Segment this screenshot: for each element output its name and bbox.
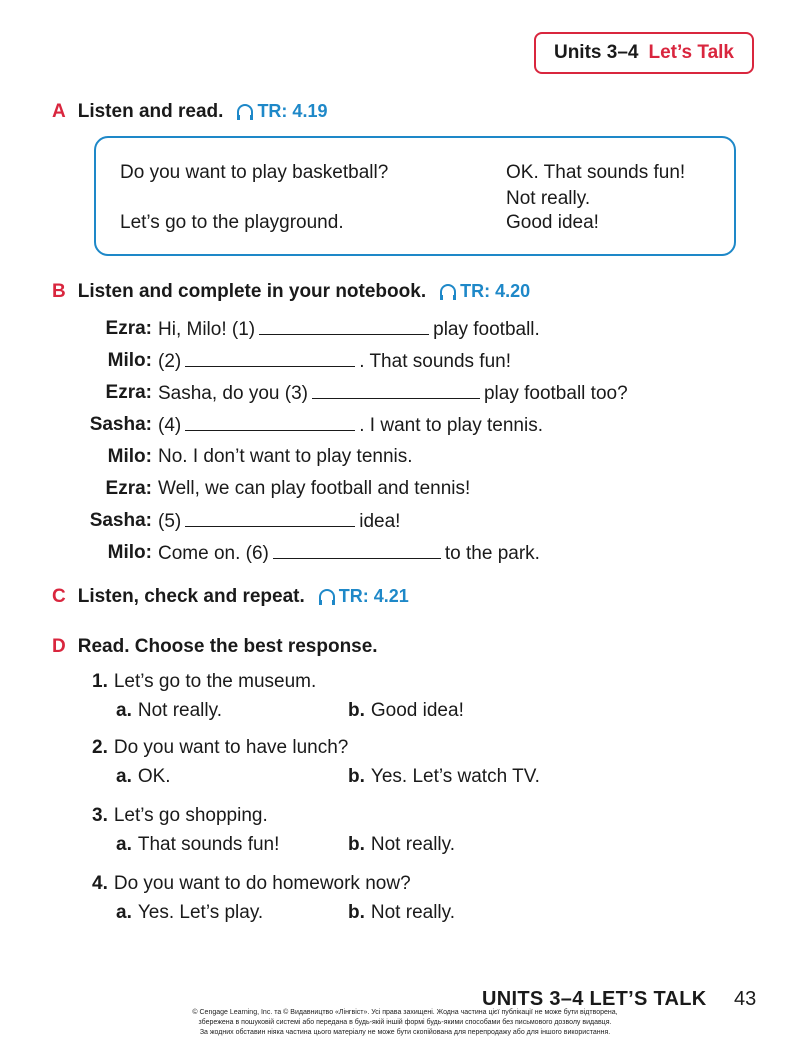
phrase-r2: Not really. [506,188,591,209]
dialogue-line [0,446,800,474]
question-text: Do you want to have lunch? [113,737,349,758]
line-text: play football too? [483,383,628,404]
section-c-heading [52,586,409,608]
question-number: 3. [92,805,108,826]
option-label: a. [116,766,132,787]
page-number: 43 [734,988,757,1010]
line-text: (2) [158,351,182,372]
headphones-icon [440,284,456,296]
section-d-heading [52,636,378,658]
dialogue-line [0,318,800,346]
line-text: Hi, Milo! (1) [158,319,256,340]
speaker: Ezra: [105,382,152,403]
question-text: Let’s go to the museum. [113,671,317,692]
option-text: Good idea! [370,700,464,721]
option-b[interactable] [348,834,455,856]
option-label: b. [348,766,365,787]
copyright-line: За жодних обставин ніяка частина цього матеріалу не може бути скопійована для перепродажу або для іншого використання. [199,1029,611,1036]
dialogue-line [0,510,800,538]
question-number: 2. [92,737,108,758]
option-b[interactable] [348,902,455,924]
section-d-letter: D [52,636,66,657]
option-text: That sounds fun! [137,834,280,855]
dialogue-line [0,414,800,442]
blank-6[interactable] [273,542,441,559]
question-1 [92,671,316,693]
option-text: Yes. Let’s play. [137,902,264,923]
option-b[interactable] [348,700,464,722]
question-number: 1. [92,671,108,692]
headphones-icon [319,589,335,601]
dialogue-line [0,542,800,570]
blank-3[interactable] [312,382,480,399]
option-text: Not really. [137,700,222,721]
option-label: a. [116,902,132,923]
line-text: . I want to play tennis. [359,415,543,436]
section-b-letter: B [52,281,66,302]
option-text: OK. [137,766,171,787]
line-text: Well, we can play football and tennis! [158,478,471,499]
blank-5[interactable] [185,510,355,527]
option-label: b. [348,834,365,855]
blank-4[interactable] [185,414,355,431]
line-text: idea! [359,511,401,532]
option-a[interactable] [116,766,171,788]
option-text: Not really. [370,834,456,855]
option-a[interactable] [116,700,222,722]
section-b-track[interactable] [440,281,530,301]
phrase-q2: Let’s go to the playground. [120,212,344,233]
phrase-r3: Good idea! [506,212,599,233]
phrase-r1: OK. That sounds fun! [506,162,686,183]
speaker: Ezra: [105,318,152,339]
section-c-letter: C [52,586,66,607]
line-text: (4) [158,415,182,436]
section-b-heading [52,281,530,303]
section-a-heading [52,101,327,123]
headphones-icon [237,104,253,116]
copyright-line: збережена в пошуковій системі або передана в будь-якій іншій формі будь-якими способами без письмового дозволу видавця. [198,1019,612,1026]
section-c-title: Listen, check and repeat. [77,586,305,607]
copyright-line: © Cengage Learning, Inc. та © Видавництво «Лінгвіст». Усі права захищені. Жодна частина цієї публікації не може бути відтворена, [192,1009,618,1016]
question-4 [92,873,411,895]
section-a-track[interactable] [237,101,327,121]
option-a[interactable] [116,834,279,856]
option-label: a. [116,700,132,721]
phrase-q1: Do you want to play basketball? [120,162,389,183]
section-c-track[interactable] [319,586,409,606]
speaker: Ezra: [105,478,152,499]
line-text: Come on. (6) [158,543,269,564]
option-b[interactable] [348,766,540,788]
unit-tab-units: Units 3–4 [553,42,639,63]
blank-1[interactable] [259,318,429,335]
line-text: Sasha, do you (3) [158,383,308,404]
blank-2[interactable] [185,350,355,367]
section-a-title: Listen and read. [77,101,224,122]
line-text: play football. [433,319,540,340]
dialogue-line [0,382,800,410]
question-text: Do you want to do homework now? [113,873,411,894]
section-b-title: Listen and complete in your notebook. [77,281,427,302]
unit-tab-lets-talk: Let’s Talk [648,42,734,63]
option-label: b. [348,700,365,721]
unit-tab [534,32,754,74]
section-c-track-label: TR: 4.21 [338,586,409,606]
phrase-box [94,136,736,256]
question-2 [92,737,348,759]
line-text: . That sounds fun! [359,351,511,372]
speaker: Sasha: [89,414,152,435]
option-label: b. [348,902,365,923]
line-text: (5) [158,511,182,532]
speaker: Sasha: [89,510,152,531]
section-d-title: Read. Choose the best response. [77,636,378,657]
dialogue-line [0,478,800,506]
line-text: No. I don’t want to play tennis. [158,446,413,467]
option-text: Not really. [370,902,456,923]
speaker: Milo: [107,350,152,371]
line-text: to the park. [444,543,540,564]
option-label: a. [116,834,132,855]
section-a-letter: A [52,101,66,122]
speaker: Milo: [107,542,152,563]
speaker: Milo: [107,446,152,467]
question-text: Let’s go shopping. [113,805,268,826]
section-b-track-label: TR: 4.20 [460,281,531,301]
dialogue-line [0,350,800,378]
footer-title: UNITS 3–4 LET’S TALK [482,988,707,1010]
copyright-notice [100,1008,710,1038]
question-3 [92,805,268,827]
option-a[interactable] [116,902,263,924]
question-number: 4. [92,873,108,894]
section-a-track-label: TR: 4.19 [257,101,328,121]
option-text: Yes. Let’s watch TV. [370,766,540,787]
